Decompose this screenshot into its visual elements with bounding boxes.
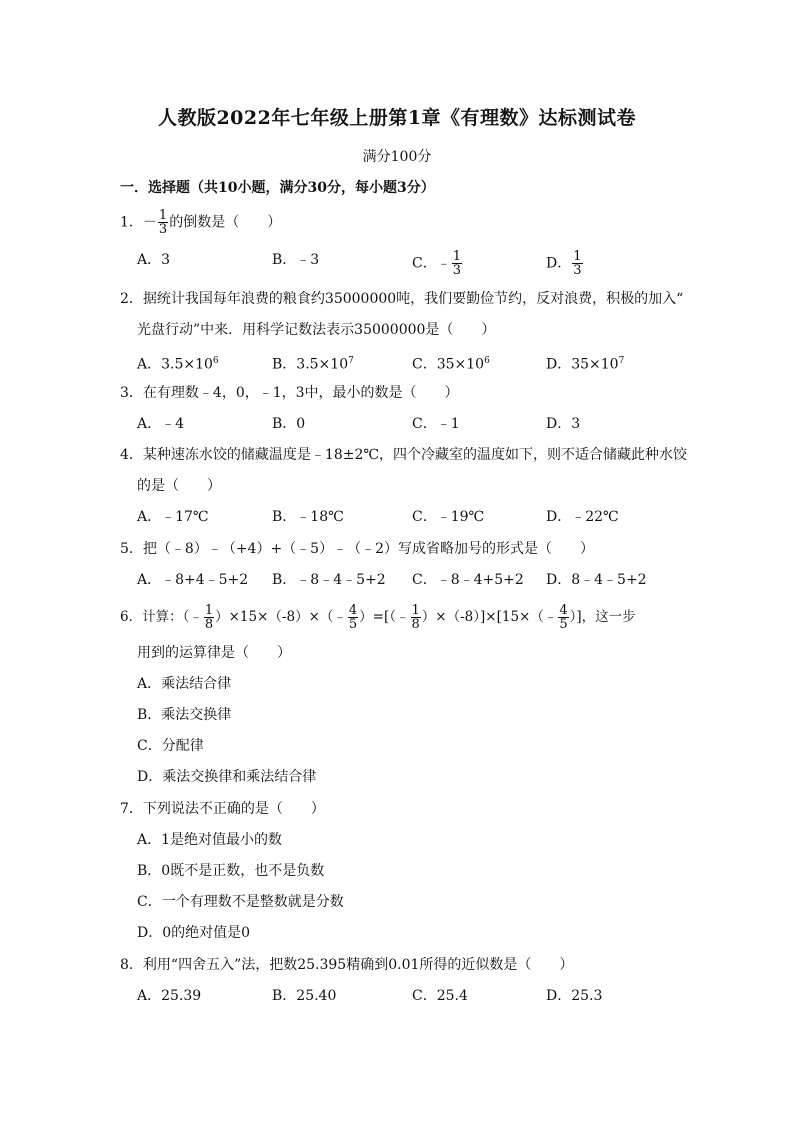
question-7: 7．下列说法不正确的是（ ） — [120, 801, 325, 817]
exponent: 6 — [212, 356, 219, 366]
q8-option-a: A．25.39 — [137, 988, 202, 1004]
q4-option-c: C．﹣19℃ — [412, 509, 485, 525]
expression-part: 6．计算：（﹣ — [120, 609, 203, 625]
q4-option-d: D．﹣22℃ — [546, 509, 619, 525]
denominator: 3 — [158, 222, 168, 237]
section-heading: 一．选择题（共10小题，满分30分，每小题3分） — [120, 180, 435, 196]
option-fraction — [572, 250, 582, 277]
q2-option-b — [272, 351, 354, 375]
q1-option-c — [412, 250, 463, 277]
q1-option-d — [546, 250, 584, 277]
q5-option-d: D．8﹣4﹣5+2 — [546, 572, 647, 588]
expression-part: ）]，这一步 — [569, 609, 636, 625]
denominator: 3 — [452, 263, 461, 278]
option-prefix: D． — [546, 255, 572, 272]
fraction-4 — [558, 604, 568, 631]
numerator: 1 — [573, 249, 582, 264]
denominator: 5 — [559, 617, 568, 632]
q8-option-b: B．25.40 — [272, 988, 337, 1004]
q3-option-b: B．0 — [272, 416, 306, 432]
question-4-line-2: 的是（ ） — [137, 478, 221, 494]
fraction-3 — [411, 604, 421, 631]
fraction-2 — [348, 604, 358, 631]
q6-option-c: C．分配律 — [137, 738, 204, 754]
q7-option-b: B．0既不是正数，也不是负数 — [137, 863, 325, 879]
question-1-minus: － — [142, 214, 157, 231]
numerator: 1 — [411, 603, 420, 618]
question-1-text: 的倒数是（ ） — [169, 214, 282, 231]
q3-option-c: C．﹣1 — [412, 416, 460, 432]
option-text: D．35×10 — [546, 356, 619, 373]
option-prefix: C．﹣ — [412, 255, 451, 272]
numerator: 1 — [452, 249, 461, 264]
q2-option-c — [412, 351, 490, 375]
question-6-line-1 — [120, 604, 636, 631]
numerator: 4 — [348, 603, 358, 618]
expression-part: ）×（-8）]×[15×（﹣ — [421, 609, 558, 625]
question-1-number: 1． — [120, 214, 143, 231]
expression-part: ）=[（﹣ — [359, 609, 410, 625]
q7-option-c: C．一个有理数不是整数就是分数 — [137, 894, 344, 910]
option-text: C．35×10 — [412, 356, 485, 373]
q4-option-a: A．﹣17℃ — [137, 509, 209, 525]
exponent: 6 — [484, 356, 490, 366]
q1-option-b: B．﹣3 — [272, 252, 320, 268]
q8-option-d: D．25.3 — [546, 988, 603, 1004]
numerator: 1 — [204, 603, 214, 618]
denominator: 5 — [348, 617, 358, 632]
question-4-line-1: 4．某种速冻水饺的储藏温度是﹣18±2℃，四个冷藏室的温度如下，则不适合储藏此种水饺 — [120, 447, 688, 463]
option-fraction — [452, 250, 462, 277]
q2-option-d — [546, 351, 624, 375]
fraction-1 — [204, 604, 214, 631]
q5-option-c: C．﹣8﹣4+5+2 — [412, 572, 524, 588]
question-2-line-1: 2．据统计我国每年浪费的粮食约35000000吨，我们要勤俭节约，反对浪费，积极的加入“ — [120, 291, 684, 307]
option-text: B．3.5×10 — [272, 356, 349, 373]
question-6-line-2: 用到的运算律是（ ） — [137, 645, 291, 661]
question-1-fraction — [158, 209, 168, 236]
question-1 — [120, 209, 281, 236]
q7-option-d: D．0的绝对值是0 — [137, 925, 251, 941]
q1-option-a: A．3 — [137, 252, 171, 268]
q7-option-a: A．1是绝对值最小的数 — [137, 832, 283, 848]
q5-option-a: A．﹣8+4﹣5+2 — [137, 572, 249, 588]
question-5: 5．把（﹣8）﹣（+4）+（﹣5）﹣（﹣2）写成省略加号的形式是（ ） — [120, 541, 594, 557]
q6-option-b: B．乘法交换律 — [137, 707, 232, 723]
full-score: 满分100分 — [362, 149, 432, 165]
denominator: 8 — [204, 617, 214, 632]
q6-option-a: A．乘法结合律 — [137, 676, 232, 692]
exponent: 7 — [618, 356, 625, 366]
question-3: 3．在有理数﹣4，0，﹣1，3中，最小的数是（ ） — [120, 385, 459, 401]
question-8: 8．利用“四舍五入”法，把数25.395精确到0.01所得的近似数是（ ） — [120, 957, 574, 973]
exponent: 7 — [348, 356, 354, 366]
page-title: 人教版2022年七年级上册第1章《有理数》达标测试卷 — [157, 107, 637, 129]
denominator: 8 — [411, 617, 420, 632]
option-text: A．3.5×10 — [137, 356, 213, 373]
denominator: 3 — [573, 263, 582, 278]
q8-option-c: C．25.4 — [412, 988, 468, 1004]
q4-option-b: B．﹣18℃ — [272, 509, 344, 525]
expression-part: ）×15×（-8）×（﹣ — [215, 609, 347, 625]
q3-option-d: D．3 — [546, 416, 581, 432]
q3-option-a: A．﹣4 — [137, 416, 185, 432]
q5-option-b: B．﹣8﹣4﹣5+2 — [272, 572, 386, 588]
q6-option-d: D．乘法交换律和乘法结合律 — [137, 769, 317, 785]
q2-option-a — [137, 351, 219, 375]
question-2-line-2: 光盘行动”中来．用科学记数法表示35000000是（ ） — [137, 322, 496, 338]
numerator: 4 — [559, 603, 568, 618]
numerator: 1 — [158, 208, 168, 223]
